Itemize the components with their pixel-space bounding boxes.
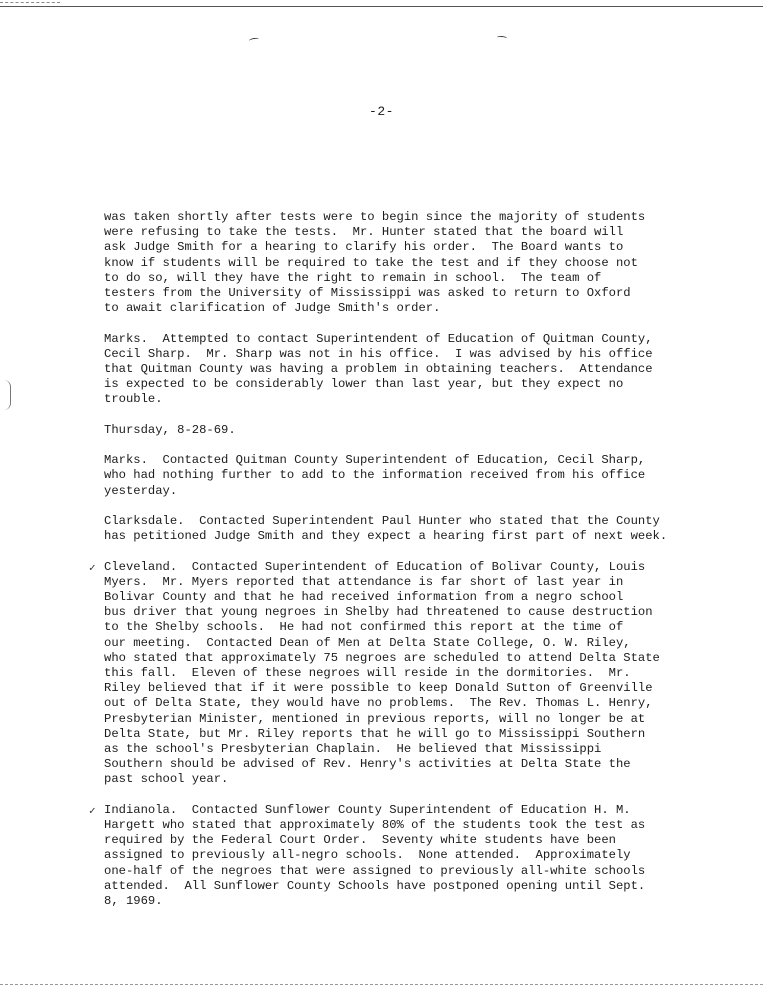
text-line: Cleveland. Contacted Superintendent of Education of Bolivar County, Louis — [104, 559, 646, 574]
text-line: our meeting. Contacted Dean of Men at Delta State College, O. W. Riley, — [104, 635, 631, 650]
text-line: were refusing to take the tests. Mr. Hunter stated that the board will — [104, 225, 624, 240]
text-line: that Quitman County was having a problem in obtaining teachers. Attendance — [104, 362, 653, 377]
text-line: Cecil Sharp. Mr. Sharp was not in his office. I was advised by his office — [104, 346, 653, 361]
text-line: Riley believed that if it were possible to keep Donald Sutton of Greenville — [104, 681, 653, 696]
text-line: this fall. Eleven of these negroes will reside in the dormitories. Mr. — [104, 666, 631, 681]
bottom-edge-rule — [0, 984, 763, 985]
text-line: testers from the University of Mississippi was asked to return to Oxford — [104, 286, 631, 301]
text-line: yesterday. — [104, 483, 178, 498]
text-line: who had nothing further to add to the information received from his office — [104, 468, 646, 483]
text-line: was taken shortly after tests were to begin since the majority of students — [104, 210, 646, 224]
text-line: to the Shelby schools. He had not confirmed this report at the time of — [104, 620, 624, 635]
top-edge-dashes — [0, 2, 60, 3]
text-line: attended. All Sunflower County Schools have postponed opening until Sept. — [104, 878, 646, 893]
text-line: Delta State, but Mr. Riley reports that he will go to Mississippi Southern — [104, 726, 646, 741]
paragraph — [89, 802, 684, 909]
paragraph — [104, 332, 684, 408]
text-line: Marks. Attempted to contact Superintendent of Education of Quitman County, — [104, 331, 653, 346]
document-body — [89, 210, 684, 924]
top-edge-rule — [0, 6, 763, 7]
text-line: Myers. Mr. Myers reported that attendance is far short of last year in — [104, 574, 624, 589]
paragraph — [104, 423, 684, 438]
paragraph — [89, 559, 684, 788]
text-line: trouble. — [104, 392, 163, 407]
text-line: ask Judge Smith for a hearing to clarify his order. The Board wants to — [104, 240, 624, 255]
text-line: Indianola. Contacted Sunflower County Superintendent of Education H. M. — [104, 802, 631, 817]
margin-bracket-mark — [4, 380, 11, 410]
text-line: is expected to be considerably lower than last year, but they expect no — [104, 377, 624, 392]
check-mark-icon: ✓ — [89, 805, 96, 818]
text-line: past school year. — [104, 772, 229, 787]
punch-mark-left — [249, 37, 260, 43]
text-line: to do so, will they have the right to remain in school. The team of — [104, 270, 602, 285]
paragraph — [104, 453, 684, 499]
text-line: required by the Federal Court Order. Seventy white students have been — [104, 833, 616, 848]
paragraph — [104, 210, 684, 316]
text-line: 8, 1969. — [104, 894, 163, 909]
check-mark-icon: ✓ — [89, 562, 96, 575]
text-line: Bolivar County and that he had received information from a negro school — [104, 590, 624, 604]
text-line: know if students will be required to take the test and if they choose not — [104, 255, 638, 270]
text-line: Southern should be advised of Rev. Henry's activities at Delta State the — [104, 757, 631, 772]
text-line: Thursday, 8-28-69. — [104, 422, 236, 437]
text-line: has petitioned Judge Smith and they expect a hearing first part of next week. — [104, 529, 668, 544]
text-line: out of Delta State, they would have no problems. The Rev. Thomas L. Henry, — [104, 696, 653, 711]
text-line: Hargett who stated that approximately 80% of the students took the test as — [104, 818, 646, 833]
text-line: assigned to previously all-negro schools. None attended. Approximately — [104, 848, 631, 863]
text-line: Presbyterian Minister, mentioned in previous reports, will no longer be at — [104, 711, 646, 726]
text-line: bus driver that young negroes in Shelby had threatened to cause destruction — [104, 605, 653, 620]
paragraph — [104, 514, 684, 544]
punch-mark-right — [497, 36, 507, 41]
text-line: to await clarification of Judge Smith's order. — [104, 301, 441, 316]
text-line: Marks. Contacted Quitman County Superintendent of Education, Cecil Sharp, — [104, 453, 646, 468]
text-line: who stated that approximately 75 negroes are scheduled to attend Delta State — [104, 650, 660, 665]
page-number: -2- — [369, 104, 394, 119]
text-line: one-half of the negroes that were assigned to previously all-white schools — [104, 863, 646, 878]
text-line: as the school's Presbyterian Chaplain. He believed that Mississippi — [104, 742, 602, 757]
text-line: Clarksdale. Contacted Superintendent Paul Hunter who stated that the County — [104, 514, 660, 528]
